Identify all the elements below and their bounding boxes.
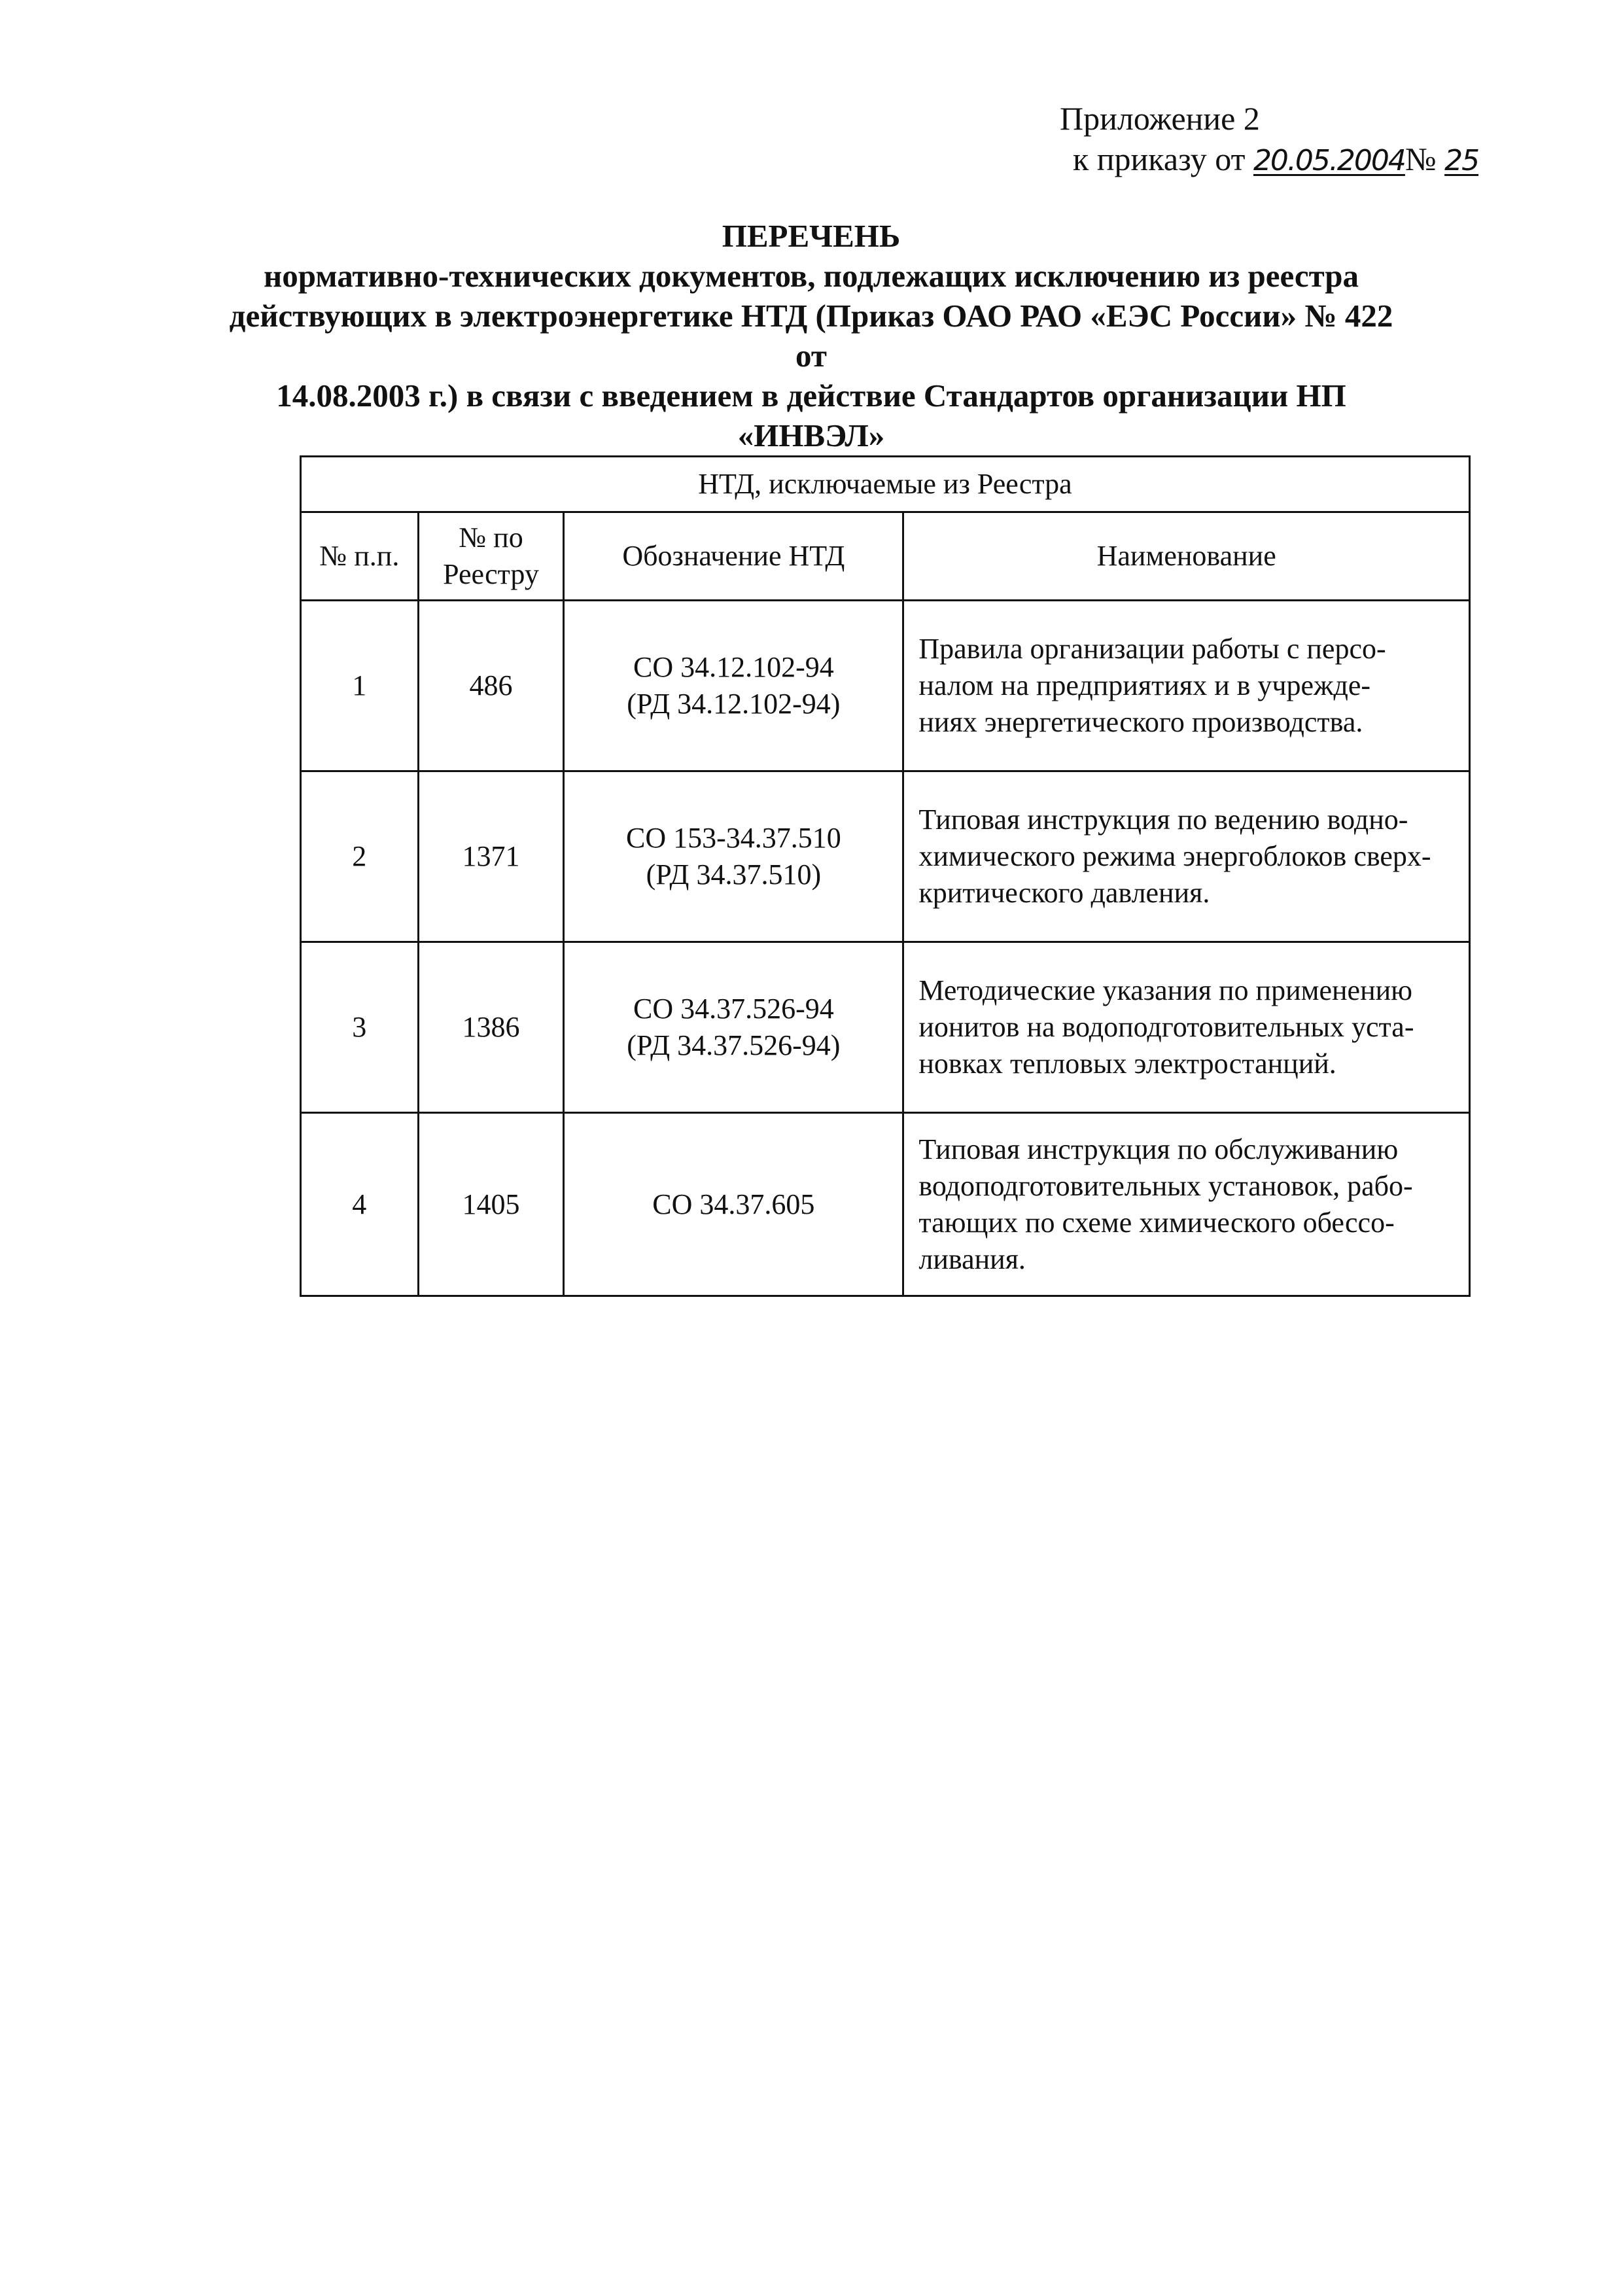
column-header-name: Наименование [903,512,1470,601]
registry-number: 1405 [418,1113,564,1296]
registry-number: 1386 [418,942,564,1113]
table-row [301,771,1470,942]
document-name: Типовая инструкция по обслуживанию водоподготовительных установок, рабо- тающих по схеме химического обессо- ливания. [903,1113,1470,1296]
title-line-3: 14.08.2003 г.) в связи с введением в действие Стандартов организации НП «ИНВЭЛ» [276,378,1346,453]
column-header-registry: № по Реестру [418,512,564,601]
row-number: 3 [301,942,419,1113]
registry-number: 1371 [418,771,564,942]
document-name: Методические указания по применению ионитов на водоподготовительных уста- новках тепловых электростанций. [903,942,1470,1113]
number-sign: № [1405,141,1437,177]
table-row [301,601,1470,771]
table-group-header: НТД, исключаемые из Реестра [301,457,1470,512]
document-designation: СО 34.37.526-94 (РД 34.37.526-94) [564,942,903,1113]
order-date-handwritten: 20.05.2004 [1253,144,1405,177]
title-heading: ПЕРЕЧЕНЬ [722,218,901,254]
appendix-block [1060,98,1479,181]
column-header-num: № п.п. [301,512,419,601]
row-number: 1 [301,601,419,771]
document-designation: СО 34.37.605 [564,1113,903,1296]
registry-number: 486 [418,601,564,771]
title-line-1: нормативно-технических документов, подлежащих исключению из реестра [263,258,1359,294]
document-designation: СО 153-34.37.510 (РД 34.37.510) [564,771,903,942]
title-line-2: действующих в электроэнергетике НТД (Приказ ОАО РАО «ЕЭС России» № 422 от [229,298,1393,374]
document-title [229,216,1393,455]
document-name: Правила организации работы с персо- налом на предприятиях и в учрежде- ниях энергетического производства. [903,601,1470,771]
table-row [301,942,1470,1113]
excluded-documents-table [300,455,1471,1297]
table-row [301,1113,1470,1296]
column-header-designation: Обозначение НТД [564,512,903,601]
order-prefix: к приказу от [1073,141,1246,177]
document-designation: СО 34.12.102-94 (РД 34.12.102-94) [564,601,903,771]
row-number: 2 [301,771,419,942]
table-header-row [301,512,1470,601]
appendix-label: Приложение 2 [1060,100,1260,137]
row-number: 4 [301,1113,419,1296]
order-reference [1073,139,1478,181]
order-number-handwritten: 25 [1444,144,1479,177]
document-name: Типовая инструкция по ведению водно- химического режима энергоблоков сверх- критического давления. [903,771,1470,942]
